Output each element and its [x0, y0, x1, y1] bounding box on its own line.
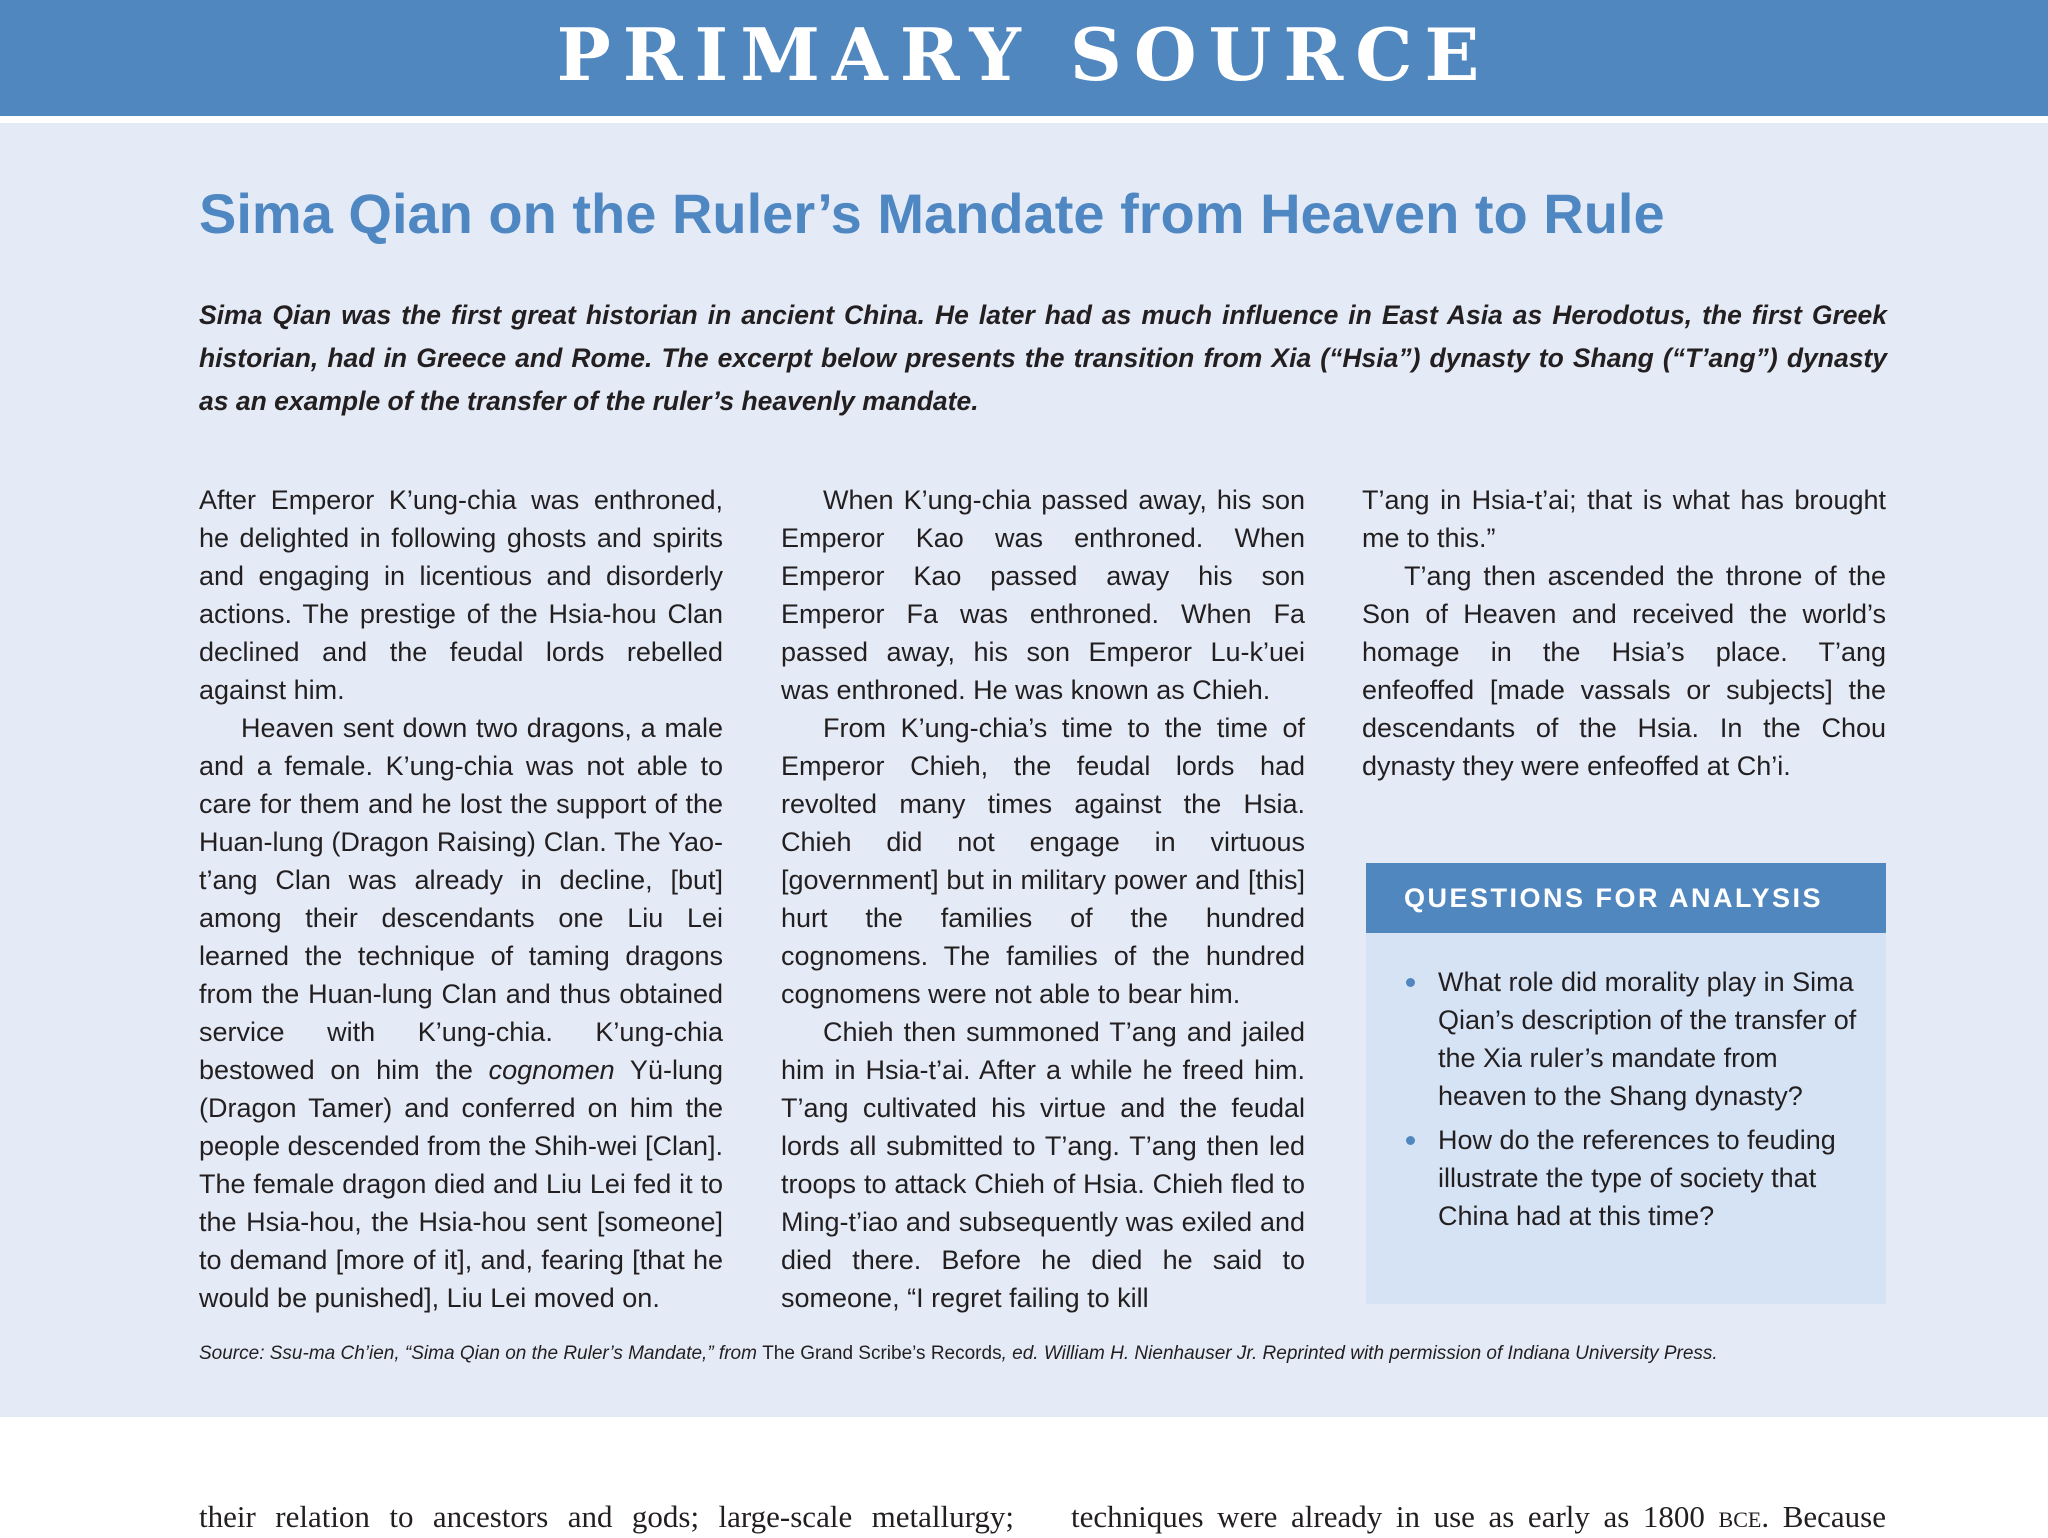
question-text: What role did morality play in Sima Qian’s description of the transfer of the Xia ruler’s mandate from heaven to the Shang dynasty?: [1438, 967, 1857, 1111]
paragraph: Chieh then summoned T’ang and jailed him in Hsia-t’ai. After a while he freed him. T’ang cultivated his virtue and the feudal lords all submitted to T’ang. T’ang then led troops to attack Chieh of Hsia. Chieh fled to Ming-t’iao and subsequently was exiled and died there. Before he died he said to someone, “I regret failing to kill: [781, 1017, 1305, 1313]
banner-title: PRIMARY SOURCE: [556, 11, 1492, 97]
questions-header: QUESTIONS FOR ANALYSIS: [1366, 863, 1886, 933]
body-text-right: [1071, 1496, 1886, 1538]
paragraph: T’ang then ascended the throne of the Son of Heaven and received the world’s homage in the Hsia’s place. T’ang enfeoffed [made vassals or subjects] the descendants of the Hsia. In the Chou dynasty they were enfeoffed at Ch’i.: [1362, 561, 1886, 781]
citation-text: , ed. William H. Nienhauser Jr. Reprinted with permission of Indiana University Press.: [1001, 1343, 1718, 1364]
paragraph: After Emperor K’ung-chia was enthroned, he delighted in following ghosts and spirits and engaging in licentious and disorderly actions. The prestige of the Hsia-hou Clan declined and the feudal lords rebelled against him.: [199, 485, 723, 705]
text-column-1: [199, 481, 723, 1317]
questions-box: [1366, 863, 1886, 1304]
source-citation: [199, 1340, 1899, 1368]
question-item: [1404, 963, 1866, 1115]
question-text: How do the references to feuding illustrate the type of society that China had at this time?: [1438, 1125, 1836, 1231]
paragraph-text: Yü-lung (Dragon Tamer) and conferred on him the people descended from the Shih-wei [Clan]. The female dragon died and Liu Lei fed it to the Hsia-hou, the Hsia-hou sent [someone] to demand [more of it], and, fearing [that he would be punished], Liu Lei moved on.: [199, 1055, 723, 1313]
era-abbreviation: bce: [1718, 1499, 1762, 1534]
document-intro: Sima Qian was the first great historian in ancient China. He later had as much influence in East Asia as Herodotus, the first Greek historian, had in Greece and Rome. The excerpt below presents the transition from Xia (“Hsia”) dynasty to Shang (“T’ang”) dynasty as an example of the transfer of the ruler’s heavenly mandate.: [199, 300, 1887, 416]
citation-text: Source: Ssu-ma Ch’ien, “Sima Qian on the Ruler’s Mandate,” from: [199, 1343, 763, 1364]
text-column-2: [781, 481, 1305, 1317]
body-text-left: their relation to ancestors and gods; large-scale metallurgy;: [199, 1499, 1014, 1534]
paragraph: When K’ung-chia passed away, his son Emperor Kao was enthroned. When Emperor Kao passed away his son Emperor Fa was enthroned. When Fa passed away, his son Emperor Lu-k’uei was enthroned. He was known as Chieh.: [781, 485, 1305, 705]
document-title: Sima Qian on the Ruler’s Mandate from Heaven to Rule: [199, 182, 1665, 245]
text-column-3: [1362, 481, 1886, 785]
citation-book-title: The Grand Scribe’s Records: [762, 1343, 1002, 1364]
paragraph: [199, 709, 723, 1317]
body-text: techniques were already in use as early as 1800: [1071, 1499, 1719, 1534]
paragraph: T’ang in Hsia-t’ai; that is what has brought me to this.”: [1362, 485, 1886, 553]
body-text: . Because: [1761, 1499, 1886, 1534]
questions-list: [1404, 963, 1866, 1241]
question-item: [1404, 1121, 1866, 1235]
bullet-icon: [1406, 1136, 1415, 1145]
paragraph: From K’ung-chia’s time to the time of Emperor Chieh, the feudal lords had revolted many times against the Hsia. Chieh did not engage in virtuous [government] but in military power and [this] hurt the families of the hundred cognomens. The families of the hundred cognomens were not able to bear him.: [781, 713, 1305, 1009]
primary-source-banner: [0, 0, 2048, 116]
paragraph-text: Heaven sent down two dragons, a male and a female. K’ung-chia was not able to care for them and he lost the support of the Huan-lung (Dragon Raising) Clan. The Yao-t’ang Clan was already in decline, [but] among their descendants one Liu Lei learned the technique of taming dragons from the Huan-lung Clan and thus obtained service with K’ung-chia. K’ung-chia bestowed on him the: [199, 713, 723, 1085]
italic-term: cognomen: [488, 1055, 615, 1085]
bullet-icon: [1406, 978, 1415, 987]
